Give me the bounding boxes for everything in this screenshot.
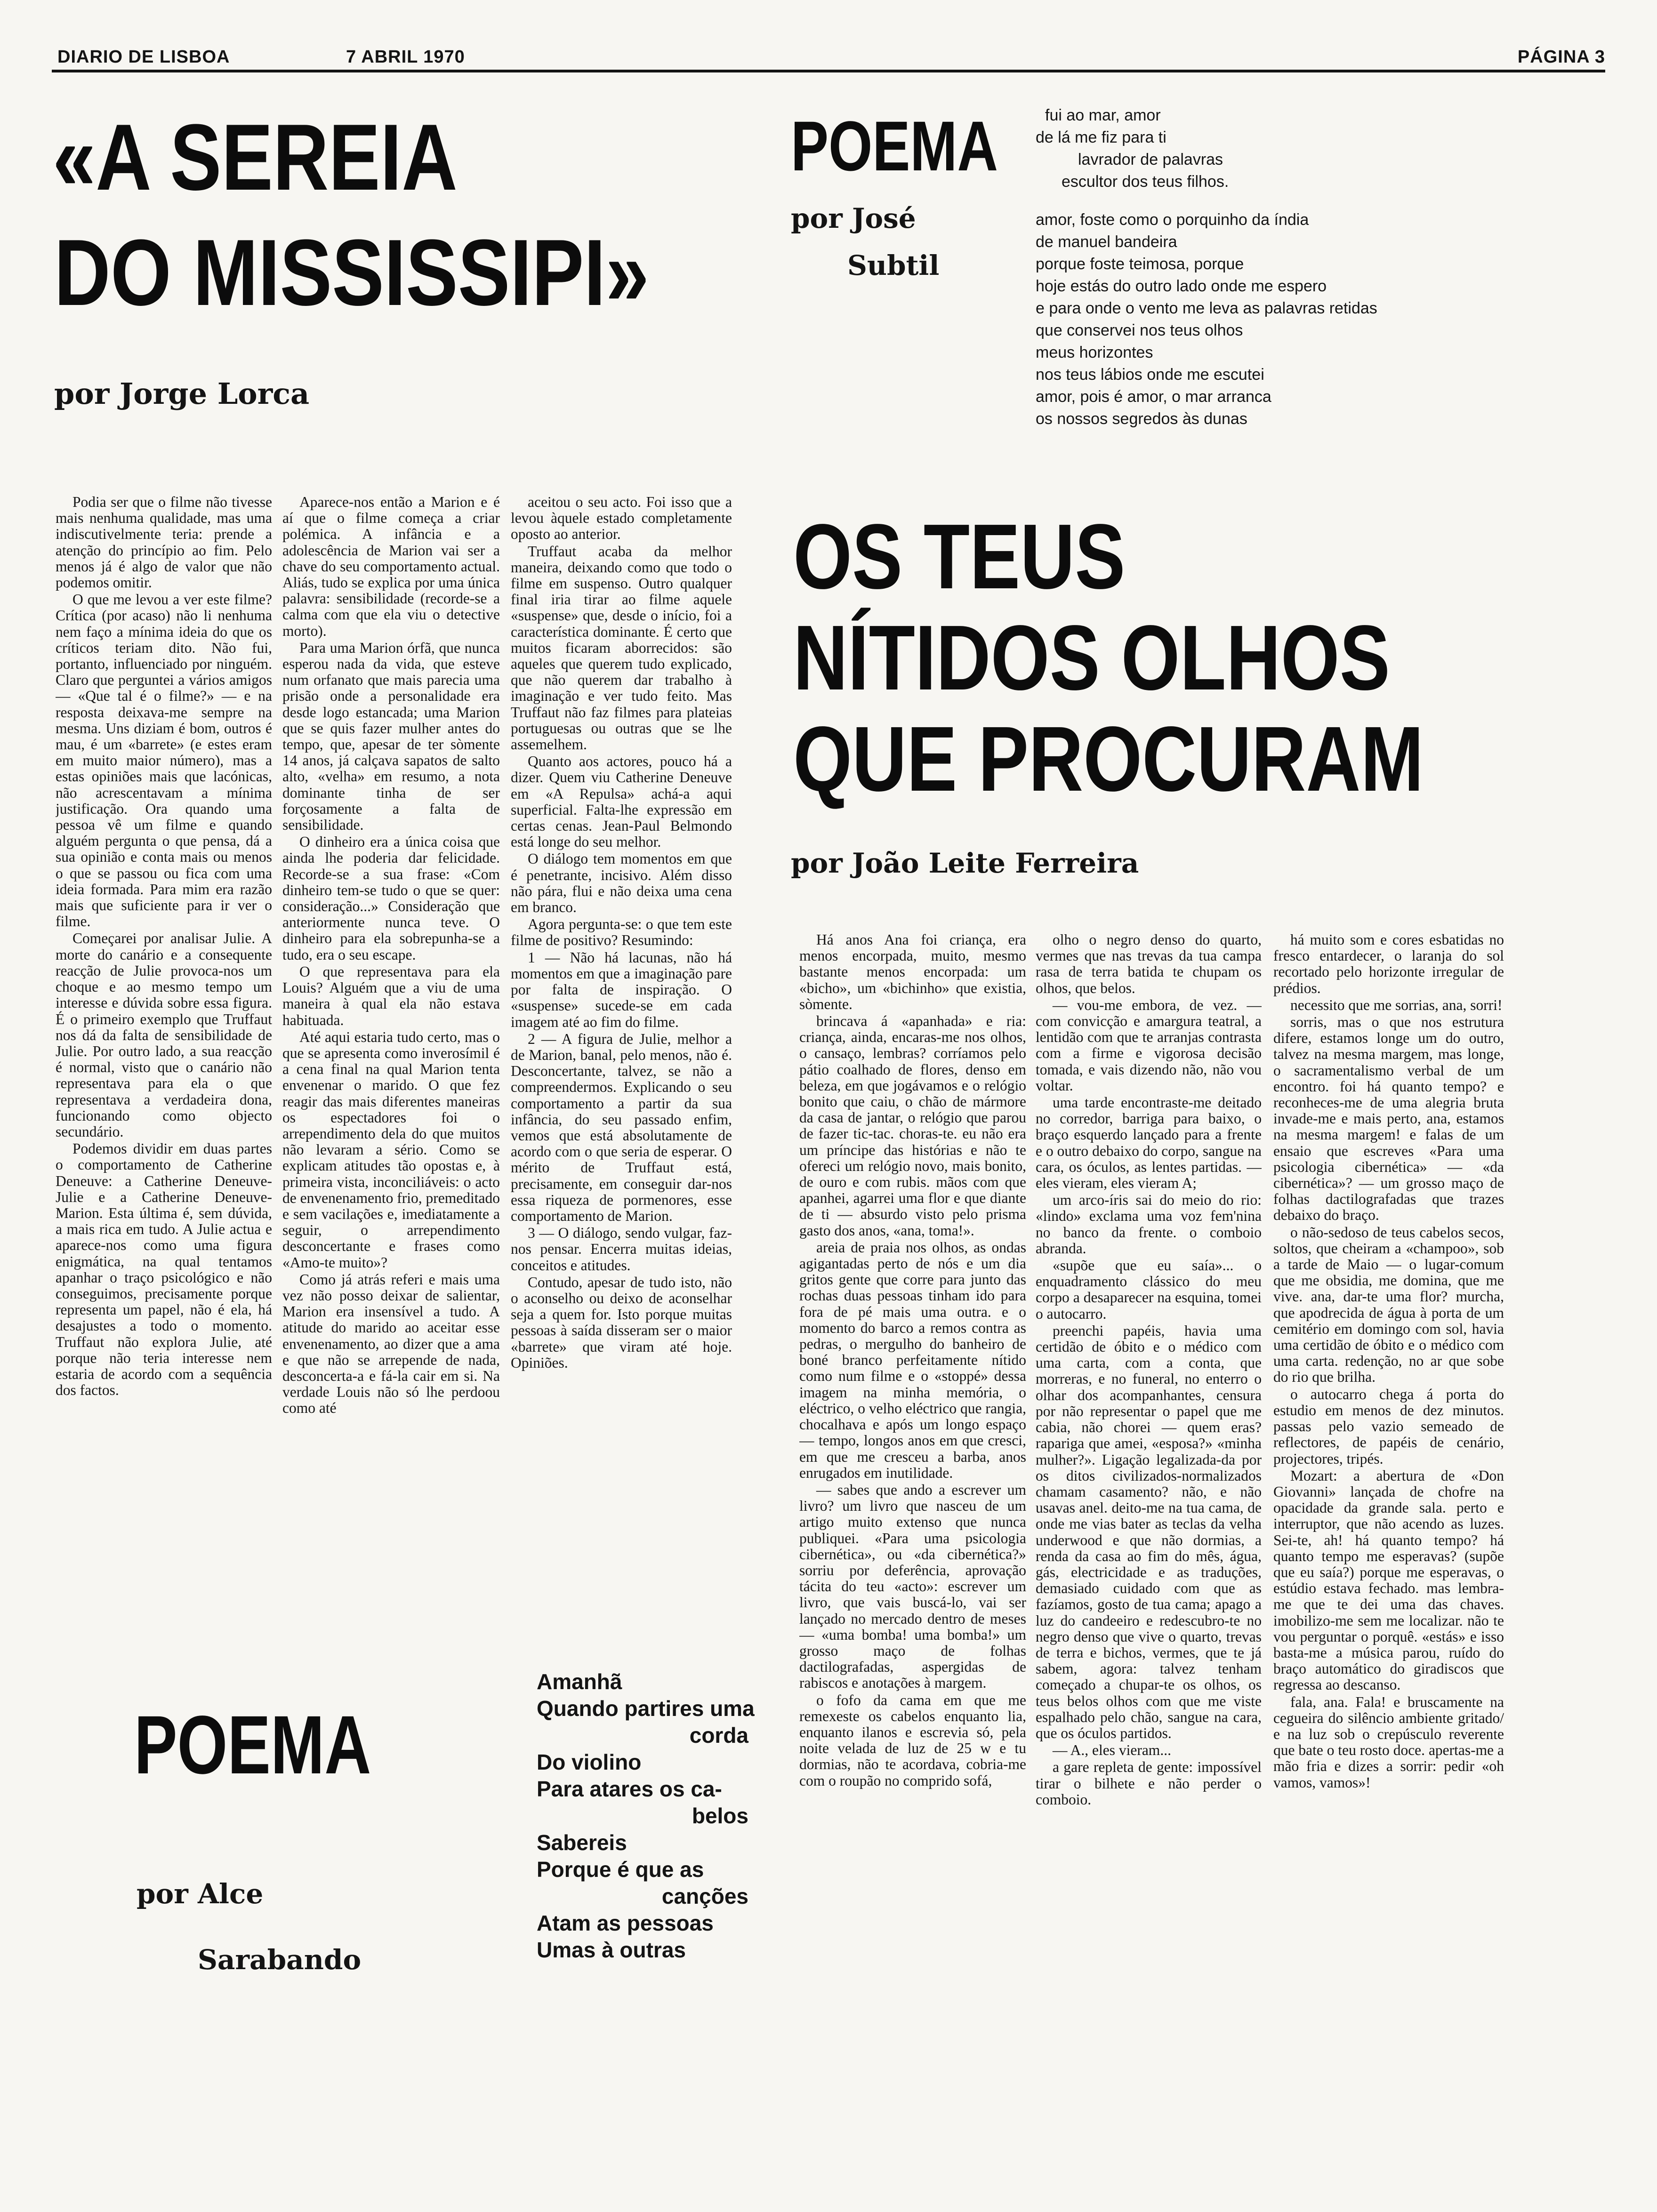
poema-alce-byline-2: Sarabando [198,1944,362,1976]
poem-line: de lá me fiz para ti [1036,128,1166,146]
sereia-paragraph: Truffaut acaba da melhor maneira, deixando como que todo o filme em suspenso. Outro qualquer final iria tirar ao filme aquele «suspense» que, desde o início, foi a característica dominante. É certo que muitos ficaram aborrecidos: são aqueles que querem tudo explicado, que não querem dar trabalho à imaginação e ver tudo feito. Mas Truffaut não faz filmes para plateias portuguesas ou outras que se lhe assemelhem. [511,543,732,753]
newspaper-name: DIARIO DE LISBOA [57,47,230,67]
sereia-paragraph: Começarei por analisar Julie. A morte do canário e a consequente reacção de Julie provoca-nos um choque e ao mesmo tempo um interesse e dúvida sobre essa figura. É o primeiro exemplo que Truffaut nos dá da falta de sensibilidade de Julie. Por outro lado, a sua reacção é normal, visto que o canário não representava para ela o que representava a verdadeira dona, funcionando como objecto secundário. [56,930,272,1140]
sereia-paragraph: Agora pergunta-se: o que tem este filme de positivo? Resumindo: [511,916,732,949]
page-number: PÁGINA 3 [1517,47,1605,67]
poem-line: Para atares os ca- [537,1777,722,1801]
poem-line: lavrador de palavras [1078,151,1223,168]
olhos-paragraph: preenchi papéis, havia uma certidão de óbito e o médico com uma carta, com a conta, que morreras, e no funeral, no enterro o olhar dos acompanhantes, censura por não representar o papel que me cabia, não chorei — quem eras? rapariga que amei, «esposa?» «minha mulher?». Ligação legalizada-da por os ditos civilizados-normalizados chamam casamento? não, e não usavas anel. deito-me na tua cama, de onde me vias bater as teclas da velha underwood e que não dormias, a renda da casa ao fim do mês, água, gás, electricidade e as traduções, demasiado cuidado com que as fazíamos, gosto de tua cama; apago a luz do candeeiro e redescubro-te no negro denso que vive o quarto, trevas de terra e bichos, vermes, que te já sabem, agora: talvez tenham começado a chupar-te os olhos, os teus belos olhos com que me viste espalhado pelo chão, sangue na cara, que os óculos partidos. [1036,1322,1262,1741]
olhos-title-line-3: QUE PROCURAM [793,707,1424,810]
poema-alce-title: POEMA [134,1699,371,1791]
olhos-paragraph: brincava á «apanhada» e ria: criança, ainda, encaras-me nos olhos, o cansaço, lembras? corríamos pelo pátio coalhado de flores, denso em beleza, em que jogávamos e o relógio bonito que caiu, o chão de mármore da casa de jantar, o relógio que parou de fazer tic-tac. choras-te. eu não era um príncipe das histórias e não te ofereci um relógio novo, mais bonito, de ouro e com rubis. mãos com que apanhei, agarrei uma flor e que diante de ti — absurdo visto pelo prisma gasto dos anos, «ana, toma!». [799,1013,1026,1239]
poem-line: fui ao mar, amor [1045,106,1161,124]
olhos-paragraph: Mozart: a abertura de «Don Giovanni» lançada de chofre na opacidade da grande sala. perto e interruptor, que não acendo as luzes. Sei-te, ah! há quanto tempo? há quanto tempo me esperavas? (supõe que eu saía?) porque me esperavas, o estúdio estava fechado. mas lembra-me que te dei uma das chaves. imobilizo-me sem me localizar. não te vou perguntar o porquê. «estás» e isso basta-me a música parou, ruído do braço automático do giradiscos que regressa ao descanso. [1273,1467,1504,1693]
poem-line: Porque é que as [537,1857,704,1882]
olhos-paragraph: a gare repleta de gente: impossível tirar o bilhete e não perder o comboio. [1036,1759,1262,1808]
olhos-paragraph: o não-sedoso de teus cabelos secos, soltos, que cheiram a «champoo», sob a tarde de Maio — o lugar-comum que me obsidia, me domina, que me vive. ana, dar-te uma flor? murcha, que apodrecida de água à porta de um cemitério em domingo com sol, havia uma certidão de óbito e o médico com uma carta. redenção, no ar que sobe do rio que brilha. [1273,1224,1504,1386]
poema-alce-text [537,1668,755,1964]
olhos-paragraph: necessito que me sorrias, ana, sorri! [1290,996,1503,1013]
poem-line: corda [689,1723,748,1747]
olhos-paragraph: — vou-me embora, de vez. — com convicção e amargura teatral, a lentidão com que te arranjas contrasta com a firme e vigorosa decisão tomada, e vais dizendo não, não vou voltar. [1036,996,1262,1094]
olhos-paragraph: um arco-íris sai do meio do rio: «lindo» exclama uma voz fem'nina no banco da frente. o comboio abranda. [1036,1192,1262,1257]
poema-alce-byline-1: por Alce [137,1878,264,1910]
sereia-title-line-1: «A SEREIA [53,105,458,210]
poem-line: Sabereis [537,1830,627,1855]
sereia-paragraph: Podia ser que o filme não tivesse mais nenhuma qualidade, mas uma indiscutivelmente teria: prende a atenção do princípio ao fim. Pelo menos já é algo de valor que não podemos omitir. [56,494,272,591]
poem-line: Umas à outras [537,1938,686,1962]
poem-stanza-break [1036,193,1601,209]
olhos-paragraph: há muito som e cores esbatidas no fresco entardecer, o laranja do sol recortado pelo horizonte irregular de prédios. [1273,932,1504,996]
poem-line: meus horizontes [1036,344,1153,361]
sereia-paragraph: O dinheiro era a única coisa que ainda lhe poderia dar felicidade. Recorde-se a sua frase: «Com dinheiro tem-se tudo o que se quer: consideração...» Consideração que anteriormente nunca teve. O dinheiro para ela sobrepunha-se a tudo, era o seu escape. [282,834,500,963]
poem-line: escultor dos teus filhos. [1062,173,1229,191]
sereia-paragraph: 2 — A figura de Julie, melhor a de Marion, banal, pelo menos, não é. Desconcertante, talvez, se não a compreendermos. Explicando o seu comportamento a partir da sua infância, do seu passado enfim, vemos que está absolutamente de acordo com o que seria de esperar. O mérito de Truffaut está, precisamente, em conseguir dar-nos essa riqueza de pormenores, esse comportamento de Marion. [511,1030,732,1224]
poem-line: porque foste teimosa, porque [1036,255,1244,273]
poem-line: nos teus lábios onde me escutei [1036,366,1264,384]
sereia-paragraph: Aparece-nos então a Marion e é aí que o filme começa a criar polémica. A infância e a adolescência de Marion vai ser a chave do seu comportamento actual. Aliás, tudo se explica por uma única palavra: sensibilidade (recorde-se a calma com que ela viu o detective morto). [282,494,500,639]
sereia-column-1 [56,494,272,1435]
sereia-paragraph: Podemos dividir em duas partes o comportamento de Catherine Deneuve: a Catherine Deneuve-Julie e a Catherine Deneuve-Marion. Esta última é, sem dúvida, a mais rica em tudo. A Julie actua e aparece-nos como uma figura enigmática, na qual tentamos apanhar o traço psicológico e não conseguimos, precisamente porque representa um papel, não é ela, há desajustes a todo o momento. Truffaut não explora Julie, até porque não teria interesse nem estaria de acordo com a sequência dos factos. [56,1140,272,1399]
poem-line: hoje estás do outro lado onde me espero [1036,277,1327,295]
issue-date: 7 ABRIL 1970 [346,47,465,67]
sereia-paragraph: 3 — O diálogo, sendo vulgar, faz-nos pensar. Encerra muitas ideias, conceitos e atitudes. [511,1225,732,1274]
sereia-paragraph: Como já atrás referi e mais uma vez não posso deixar de salientar, Marion era insensível a tudo. A atitude do marido ao aceitar esse envenenamento, ao dizer que a ama e que não se arrepende de nada, desconcerta-a e fá-la cair em si. Na verdade Louis não só lhe perdoou como até [282,1271,500,1417]
olhos-paragraph: fala, ana. Fala! e bruscamente na cegueira do silêncio ambiente gritado/ e na luz sob o crepúsculo reverente que bate o teu rosto doce. apertas-me a mão fria e dizes a sorrir: pedir «oh vamos, vamos»! [1273,1693,1504,1791]
olhos-paragraph: uma tarde encontraste-me deitado no corredor, barriga para baixo, o braço esquerdo lançado para a frente e o outro debaixo do corpo, sangue na cara, os óculos, as lentes partidas. — eles vieram, eles vieram A; [1036,1094,1262,1192]
sereia-paragraph: O diálogo tem momentos em que é penetrante, incisivo. Além disso não pára, flui e não deixa uma cena em branco. [511,850,732,916]
poem-line: canções [661,1884,748,1908]
sereia-paragraph: O que representava para ela Louis? Alguém que a viu de uma maneira à qual ela não estava habituada. [282,963,500,1028]
poema-subtil-byline-1: por José [791,202,916,234]
poem-line: de manuel bandeira [1036,233,1177,251]
olhos-title-line-2: NÍTIDOS OLHOS [793,606,1390,709]
olhos-paragraph: o fofo da cama em que me remexeste os cabelos enquanto lia, enquanto ilanos e escrevia só, pela noite velada de luz de 25 w e tu dormias, não te acordava, cobria-me com o roupão no comprido sofá, [799,1691,1026,1789]
poem-line: amor, pois é amor, o mar arranca [1036,388,1271,406]
sereia-paragraph: Até aqui estaria tudo certo, mas o que se apresenta como inverosímil é a cena final na qual Marion tenta envenenar o marido. O que fez reagir das mais diferentes maneiras os espectadores foi o arrependimento dela do que muitos não levaram a sério. Como se explicam atitudes tão opostas e, à primeira vista, inconciliáveis: o acto de envenenamento frio, premeditado e sem vacilações e, imediatamente a seguir, o arrependimento desconcertante e frases como «Amo-te muito»? [282,1028,500,1271]
sereia-paragraph: Para uma Marion órfã, que nunca esperou nada da vida, que esteve num orfanato que mais parecia uma prisão onde a personalidade era desde logo estancada; uma Marion que se quis fazer mulher antes do tempo, que, apesar de ter sòmente 14 anos, já calçava sapatos de salto alto, «velha» em resumo, a nota dominante tinha de ser forçosamente a falta de sensibilidade. [282,639,500,834]
olhos-paragraph: — sabes que ando a escrever um livro? um livro que nasceu de um artigo muito extenso que nunca publiquei. «Para uma psicologia cibernética», ou «da cibernética?» sorriu por deferência, aprovação tácita do teu «acto»: escrever um livro, que vais buscá-lo, vai ser lançado no mercado dentro de meses — «uma bomba! uma bomba!» um grosso maço de folhas dactilografadas, aspergidas de rabiscos e anotações à margem. [799,1481,1026,1691]
olhos-column-3 [1273,932,1504,2174]
olhos-paragraph: olho o negro denso do quarto, vermes que nas trevas da tua campa rasa de terra batida te chupam os olhos, que belos. [1036,932,1262,996]
sereia-column-2 [282,494,500,1431]
sereia-paragraph: 1 — Não há lacunas, não há momentos em que a imaginação pare por falta de inspiração. O «suspense» sucede-se em cada imagem até ao fim do filme. [511,949,732,1030]
poem-line: amor, foste como o porquinho da índia [1036,211,1309,229]
olhos-paragraph: o autocarro chega á porta do estudio em menos de dez minutos. passas pelo vazio semeado de reflectores, de papéis de cenário, projectores, tripés. [1273,1386,1504,1467]
olhos-paragraph: Há anos Ana foi criança, era menos encorpada, muito, mesmo bastante menos encorpada: um «bicho», um «bichinho» que existia, sòmente. [799,932,1026,1012]
olhos-paragraph: «supõe que eu saía»... o enquadramento clássico do meu corpo a desaparecer na esquina, tomei o autocarro. [1036,1257,1262,1322]
poem-line: belos [692,1803,748,1828]
sereia-paragraph: aceitou o seu acto. Foi isso que a levou àquele estado completamente oposto ao anterior. [511,494,732,543]
header-rule [52,70,1605,72]
sereia-byline: por Jorge Lorca [54,377,310,411]
poem-line: Do violino [537,1750,642,1774]
poema-subtil-byline-2: Subtil [847,249,940,281]
poem-line: Quando partires uma [537,1696,755,1721]
sereia-column-3 [511,494,732,1435]
poema-subtil-text [1036,104,1601,430]
poem-line: que conservei nos teus olhos [1036,321,1243,339]
olhos-paragraph: sorris, mas o que nos estrutura difere, estamos longe um do outro, talvez na mesma margem, mas longe, o sacramentalismo verbal de um encontro. foi há quanto tempo? e reconheces-me de uma alegria bruta invade-me e mais perto, ana, estamos na mesma margem! e falas de um ensaio que escreves «Para uma psicologia cibernética» — «da cibernética»? — um grosso maço de folhas dactilografadas que trazes debaixo do braço. [1273,1014,1504,1224]
olhos-byline: por João Leite Ferreira [791,847,1139,879]
sereia-title-line-2: DO MISSISSIPI» [54,220,649,325]
olhos-column-2 [1036,932,1262,2174]
olhos-paragraph: — A., eles vieram... [1053,1742,1171,1759]
olhos-title-line-1: OS TEUS [793,505,1126,608]
poem-line: Atam as pessoas [537,1911,714,1935]
sereia-paragraph: O que me levou a ver este filme? Crítica (por acaso) não li nenhuma nem faço a mínima ideia do que os críticos teriam dito. Não fui, portanto, influenciado por ninguém. Claro que perguntei a vários amigos — «Que tal é o filme?» — e na resposta deixava-me sempre na mesma. Uns diziam é bom, outros é mau, é um «barrete» (e estes eram em muito maior número), mas a estas opiniões mais que lacónicas, não acrescentavam a mínima justificação. Ora quando uma pessoa vê um filme e quando alguém pergunta o que pensa, dá a sua opinião e conta mais ou menos o que se passou ou fica com uma ideia formada. Para mim era razão mais que suficiente para ir ver o filme. [56,591,272,930]
olhos-paragraph: areia de praia nos olhos, as ondas agigantadas perto de nós e um dia gritos gente que corre para junto das rochas duas pessoas tinham ido para fora de pé mais uma outra. e o momento do barco a remos contra as pedras, o mergulho do banheiro de boné branco perfeitamente nítido como num filme e o «stoppé» dessa imagem na minha memória, o eléctrico, o velho eléctrico que rangia, chocalhava e após um longo espaço — tempo, longos anos em que cresci, em que me cresceu a barba, anos enrugados em inutilidade. [799,1239,1026,1481]
poem-line: Amanhã [537,1669,622,1694]
poem-line: os nossos segredos às dunas [1036,410,1247,428]
olhos-column-1 [799,932,1026,2174]
sereia-paragraph: Contudo, apesar de tudo isto, não o aconselho ou deixo de aconselhar seja a quem for. Isto porque muitas pessoas à saída disseram ser o maior «barrete» que viram até hoje. Opiniões. [511,1274,732,1371]
poema-subtil-title: POEMA [791,106,998,185]
poem-line: e para onde o vento me leva as palavras retidas [1036,299,1377,317]
sereia-paragraph: Quanto aos actores, pouco há a dizer. Quem viu Catherine Deneuve em «A Repulsa» achá-a aqui superficial. Falta-lhe expressão em certas cenas. Jean-Paul Belmondo está longe do seu melhor. [511,753,732,850]
